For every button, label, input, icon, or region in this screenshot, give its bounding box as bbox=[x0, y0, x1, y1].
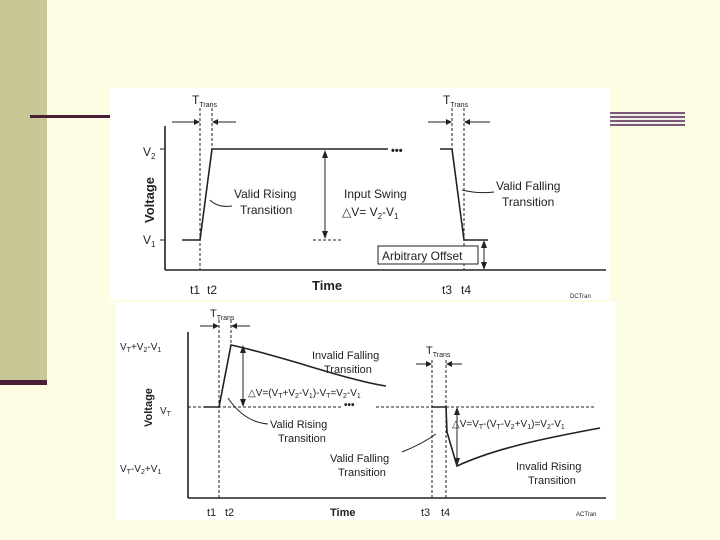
bottom-ttrans-label-1: $T_{Trans}$ bbox=[210, 308, 235, 322]
bottom-invalid-rising-label: Invalid Rising Transition bbox=[516, 461, 582, 487]
bottom-formula-lower: $\triangle V=V_T-(V_T-V_2+V_1)=V_2-V_1$ bbox=[452, 419, 565, 431]
top-corner-tag: DCTran bbox=[570, 294, 591, 300]
top-tick-t4: t4 bbox=[461, 283, 472, 297]
title-rule-left bbox=[30, 115, 110, 118]
bottom-invalid-falling-label: Invalid Falling Transition bbox=[312, 350, 380, 376]
bottom-level-top: $V_T+V_2-V_1$ bbox=[120, 342, 162, 354]
top-tick-t2: t2 bbox=[207, 283, 218, 297]
bottom-valid-rising-label: Valid Rising Transition bbox=[270, 419, 328, 445]
top-ttrans-label-1: $T_{Trans}$ bbox=[192, 93, 217, 109]
bottom-corner-tag: ACTran bbox=[576, 512, 597, 518]
bottom-level-mid: $V_T$ bbox=[160, 406, 171, 418]
top-swing-label: Input Swing bbox=[344, 187, 407, 201]
bottom-tick-t1: t1 bbox=[207, 507, 217, 519]
bottom-ellipsis: ••• bbox=[344, 400, 355, 411]
top-y-axis-label: Voltage bbox=[142, 177, 157, 223]
top-x-axis-label: Time bbox=[312, 278, 343, 293]
top-rising-label: Valid Rising Transition bbox=[234, 187, 297, 217]
top-level-v1: $V_1$ bbox=[143, 233, 156, 249]
top-ttrans-label-2: $T_{Trans}$ bbox=[443, 93, 468, 109]
bottom-y-axis-label: Voltage bbox=[143, 388, 155, 427]
top-falling-label: Valid Falling Transition bbox=[496, 179, 561, 209]
bottom-ttrans-label-2: $T_{Trans}$ bbox=[426, 345, 451, 359]
title-rule-right bbox=[610, 112, 685, 126]
bottom-level-bot: $V_T-V_2+V_1$ bbox=[120, 464, 162, 476]
top-ellipsis: ••• bbox=[391, 145, 403, 157]
dc-transition-diagram bbox=[110, 88, 610, 300]
top-tick-t1: t1 bbox=[190, 283, 201, 297]
top-swing-formula: △V= $V_2-V_1$ bbox=[342, 205, 399, 221]
bottom-tick-t2: t2 bbox=[225, 507, 235, 519]
ac-transition-diagram bbox=[116, 302, 616, 520]
left-accent-bar bbox=[0, 0, 47, 384]
bottom-tick-t3: t3 bbox=[421, 507, 431, 519]
left-accent-bar-end bbox=[0, 380, 47, 385]
bottom-tick-t4: t4 bbox=[441, 507, 451, 519]
bottom-valid-falling-label: Valid Falling Transition bbox=[330, 453, 390, 479]
top-tick-t3: t3 bbox=[442, 283, 453, 297]
bottom-formula-upper: $\triangle V=(V_T+V_2-V_1)-V_T=V_2-V_1$ bbox=[248, 388, 361, 400]
bottom-x-axis-label: Time bbox=[330, 507, 356, 519]
top-level-v2: $V_2$ bbox=[143, 145, 156, 161]
top-offset-label: Arbitrary Offset bbox=[382, 249, 463, 263]
